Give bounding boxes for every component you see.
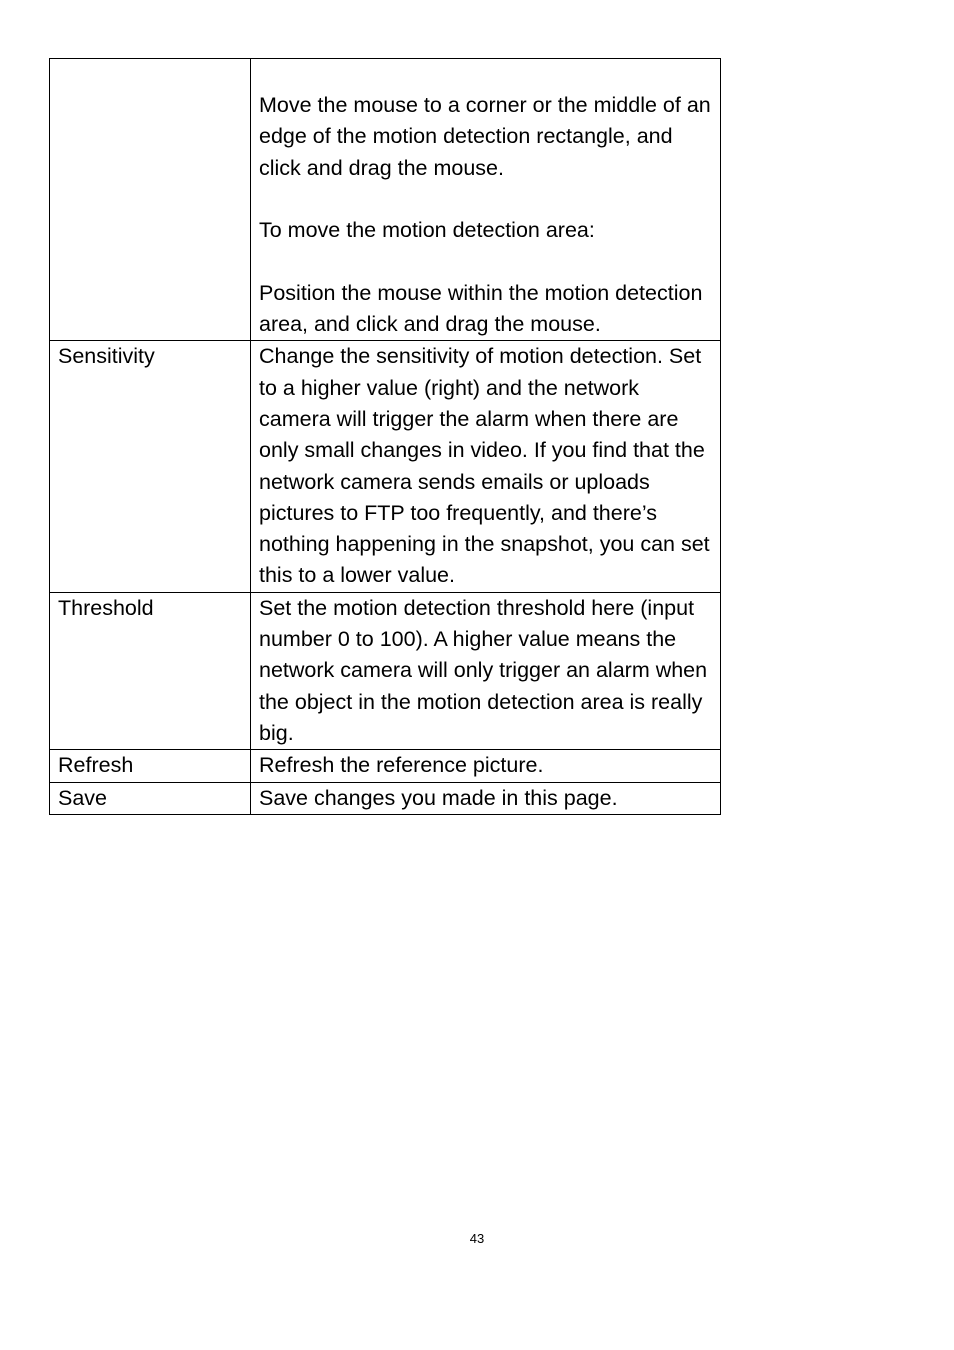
page-number: 43 [469, 1231, 485, 1246]
description-cell [251, 341, 721, 592]
description-paragraph: Position the mouse within the motion detection area, and click and drag the mouse. [259, 280, 703, 337]
table-row [50, 341, 721, 592]
description-paragraph: To move the motion detection area: [259, 218, 595, 243]
table-row [50, 782, 721, 814]
term-cell: Save [50, 782, 251, 814]
settings-description-table [49, 58, 721, 815]
term-cell: Threshold [50, 592, 251, 749]
description-paragraph: Change the sensitivity of motion detection. Set to a higher value (right) and the network camera will trigger the alarm when there are only small changes in video. If you find that the network camera sends emails or uploads pictures to FTP too frequently, and there’s nothing happening in the snapshot, you can set this to a lower value. [259, 344, 710, 588]
table-row [50, 750, 721, 782]
table-row [50, 59, 721, 341]
description-cell [251, 750, 721, 782]
description-paragraph: Save changes you made in this page. [259, 785, 618, 810]
term-cell [50, 59, 251, 341]
description-paragraph: Set the motion detection threshold here (input number 0 to 100). A higher value means the network camera will only trigger an alarm when the object in the motion detection area is really big. [259, 595, 708, 745]
description-cell [251, 59, 721, 341]
term-cell: Refresh [50, 750, 251, 782]
description-paragraph: Move the mouse to a corner or the middle of an edge of the motion detection rectangle, and click and drag the mouse. [259, 93, 711, 180]
term-cell: Sensitivity [50, 341, 251, 592]
description-paragraph: Refresh the reference picture. [259, 753, 544, 778]
description-cell [251, 782, 721, 814]
table-row [50, 592, 721, 749]
description-cell [251, 592, 721, 749]
